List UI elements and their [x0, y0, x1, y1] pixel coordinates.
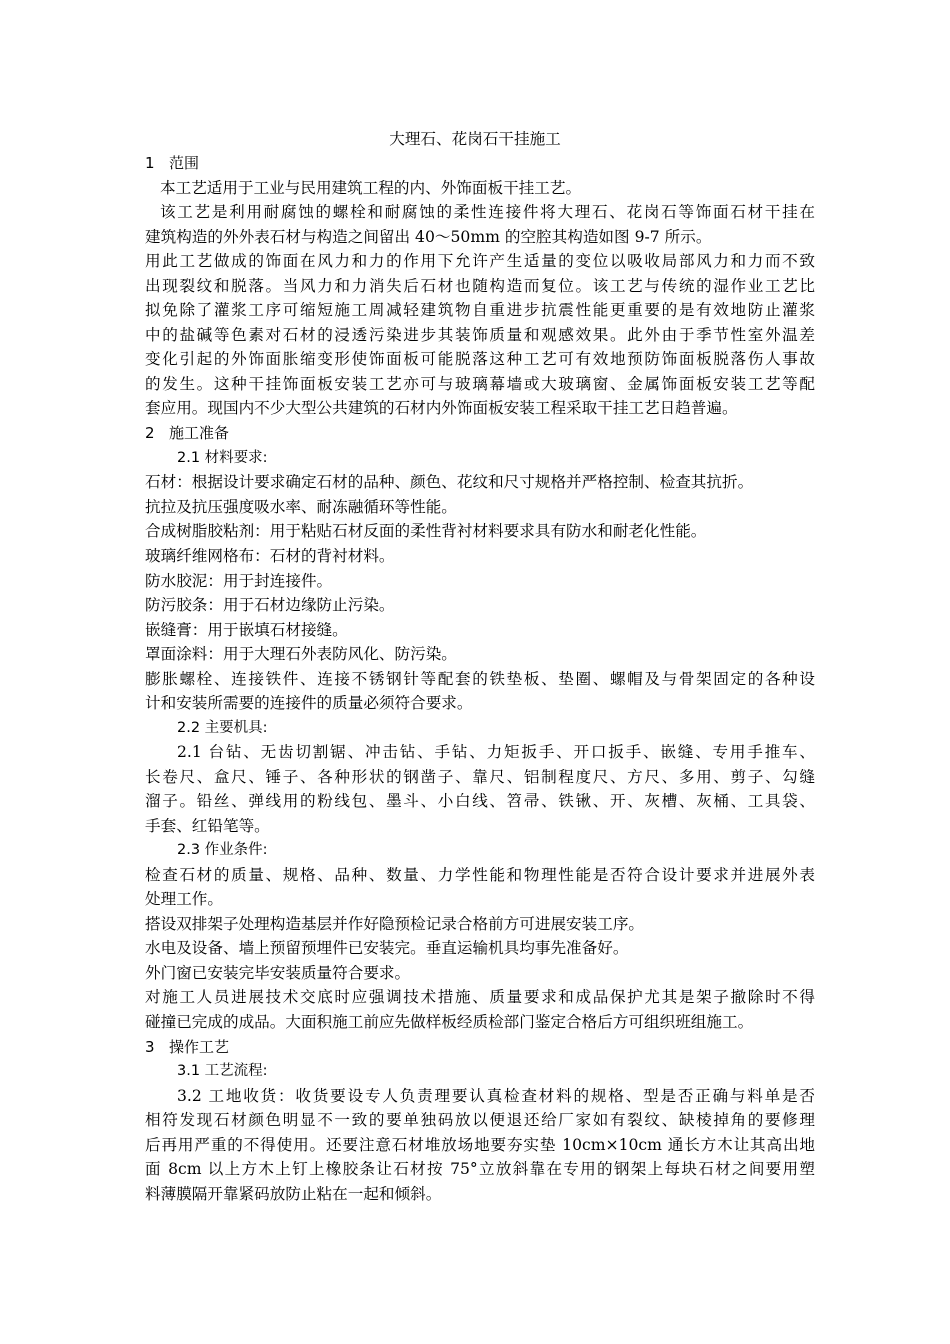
paragraph-line: 检查石材的质量、规格、品种、数量、力学性能和物理性能是否符合设计要求并进展外表 [145, 866, 815, 884]
subsection-heading: 3.1 工艺流程: [177, 1063, 268, 1079]
paragraph-line: 嵌缝膏：用于嵌填石材接缝。 [145, 621, 348, 639]
paragraph-line: 用此工艺做成的饰面在风力和力的作用下允许产生适量的变位以吸收局部风力和力而不致 [145, 252, 815, 270]
paragraph-line: 石材：根据设计要求确定石材的品种、颜色、花纹和尺寸规格并严格控制、检查其抗折。 [145, 473, 754, 491]
paragraph-line: 水电及设备、墙上预留预埋件已安装完。垂直运输机具均事先准备好。 [145, 939, 629, 957]
paragraph-line: 膨胀螺栓、连接铁件、连接不锈钢针等配套的铁垫板、垫圈、螺帽及与骨架固定的各种设 [145, 670, 815, 688]
subsection-heading: 2.2 主要机具: [177, 720, 268, 736]
subsection-heading: 2.1 材料要求: [177, 450, 268, 466]
section-number: 1 [145, 154, 155, 172]
paragraph-line: 搭设双排架子处理构造基层并作好隐预检记录合格前方可进展安装工序。 [145, 915, 645, 933]
section-1-heading [145, 151, 815, 176]
paragraph-line: 防污胶条：用于石材边缘防止污染。 [145, 596, 395, 614]
paragraph-line: 处理工作。 [145, 890, 223, 908]
paragraph-line: 套应用。现国内不少大型公共建筑的石材内外饰面板安装工程采取干挂工艺日趋普遍。 [145, 399, 738, 417]
paragraph-line: 料薄膜隔开靠紧码放防止粘在一起和倾斜。 [145, 1185, 442, 1203]
paragraph-line: 碰撞已完成的成品。大面积施工前应先做样板经质检部门鉴定合格后方可组织班组施工。 [145, 1013, 754, 1031]
paragraph-line: 抗拉及抗压强度吸水率、耐冻融循环等性能。 [145, 498, 457, 516]
document-title: 大理石、花岗石干挂施工 [389, 130, 561, 148]
paragraph-line: 本工艺适用于工业与民用建筑工程的内、外饰面板干挂工艺。 [160, 179, 582, 197]
section-number: 3 [145, 1038, 155, 1056]
paragraph-line: 长卷尺、盒尺、锤子、各种形状的钢凿子、靠尺、铝制程度尺、方尺、多用、剪子、勾缝 [145, 768, 815, 786]
paragraph-line: 面 8cm 以上方木上钉上橡胶条让石材按 75°立放斜靠在专用的钢架上每块石材之间要用塑 [145, 1160, 815, 1178]
paragraph-line: 手套、红铅笔等。 [145, 817, 270, 835]
paragraph-line: 出现裂纹和脱落。当风力和力消失后石材也随构造而复位。该工艺与传统的湿作业工艺比 [145, 277, 815, 295]
paragraph-line: 的发生。这种干挂饰面板安装工艺亦可与玻璃幕墙或大玻璃窗、金属饰面板安装工艺等配 [145, 375, 815, 393]
paragraph-line: 建筑构造的外外表石材与构造之间留出 40～50mm 的空腔其构造如图 9-7 所示。 [145, 228, 712, 246]
section-2-heading [145, 421, 815, 446]
section-number: 2 [145, 424, 155, 442]
paragraph-line: 计和安装所需要的连接件的质量必须符合要求。 [145, 694, 473, 712]
paragraph-line: 防水胶泥：用于封连接件。 [145, 572, 333, 590]
paragraph-line: 合成树脂胶粘剂：用于粘贴石材反面的柔性背衬材料要求具有防水和耐老化性能。 [145, 522, 707, 540]
subsection-heading: 2.3 作业条件: [177, 842, 268, 858]
paragraph-line: 中的盐碱等色素对石材的浸透污染进步其装饰质量和观感效果。此外由于季节性室外温差 [145, 326, 815, 344]
section-title: 操作工艺 [169, 1038, 230, 1056]
paragraph-line: 该工艺是利用耐腐蚀的螺栓和耐腐蚀的柔性连接件将大理石、花岗石等饰面石材干挂在 [160, 203, 815, 221]
section-title: 范围 [169, 154, 200, 172]
paragraph-line: 2.1 台钻、无齿切割锯、冲击钻、手钻、力矩扳手、开口扳手、嵌缝、专用手推车、 [177, 743, 815, 761]
paragraph-line: 相符发现石材颜色明显不一致的要单独码放以便退还给厂家如有裂纹、缺棱掉角的要修理 [145, 1111, 815, 1129]
paragraph-line: 拟免除了灌浆工序可缩短施工周减轻建筑物自重进步抗震性能更重要的是有效地防止灌浆 [145, 301, 815, 319]
paragraph-line: 后再用严重的不得使用。还要注意石材堆放场地要夯实垫 10cm×10cm 通长方木让其高出地 [145, 1136, 815, 1154]
section-title: 施工准备 [169, 424, 230, 442]
paragraph-line: 变化引起的外饰面胀缩变形使饰面板可能脱落这种工艺可有效地预防饰面板脱落伤人事故 [145, 350, 815, 368]
paragraph-line: 对施工人员进展技术交底时应强调技术措施、质量要求和成品保护尤其是架子撤除时不得 [145, 988, 815, 1006]
paragraph-line: 外门窗已安装完毕安装质量符合要求。 [145, 964, 411, 982]
section-3-heading [145, 1035, 815, 1060]
paragraph-line: 溜子。铅丝、弹线用的粉线包、墨斗、小白线、笤帚、铁锹、开、灰槽、灰桶、工具袋、 [145, 792, 815, 810]
paragraph-line: 玻璃纤维网格布：石材的背衬材料。 [145, 547, 395, 565]
paragraph-line: 罩面涂料：用于大理石外表防风化、防污染。 [145, 645, 457, 663]
paragraph-line: 3.2 工地收货：收货要设专人负责理要认真检查材料的规格、型是否正确与料单是否 [177, 1087, 815, 1105]
